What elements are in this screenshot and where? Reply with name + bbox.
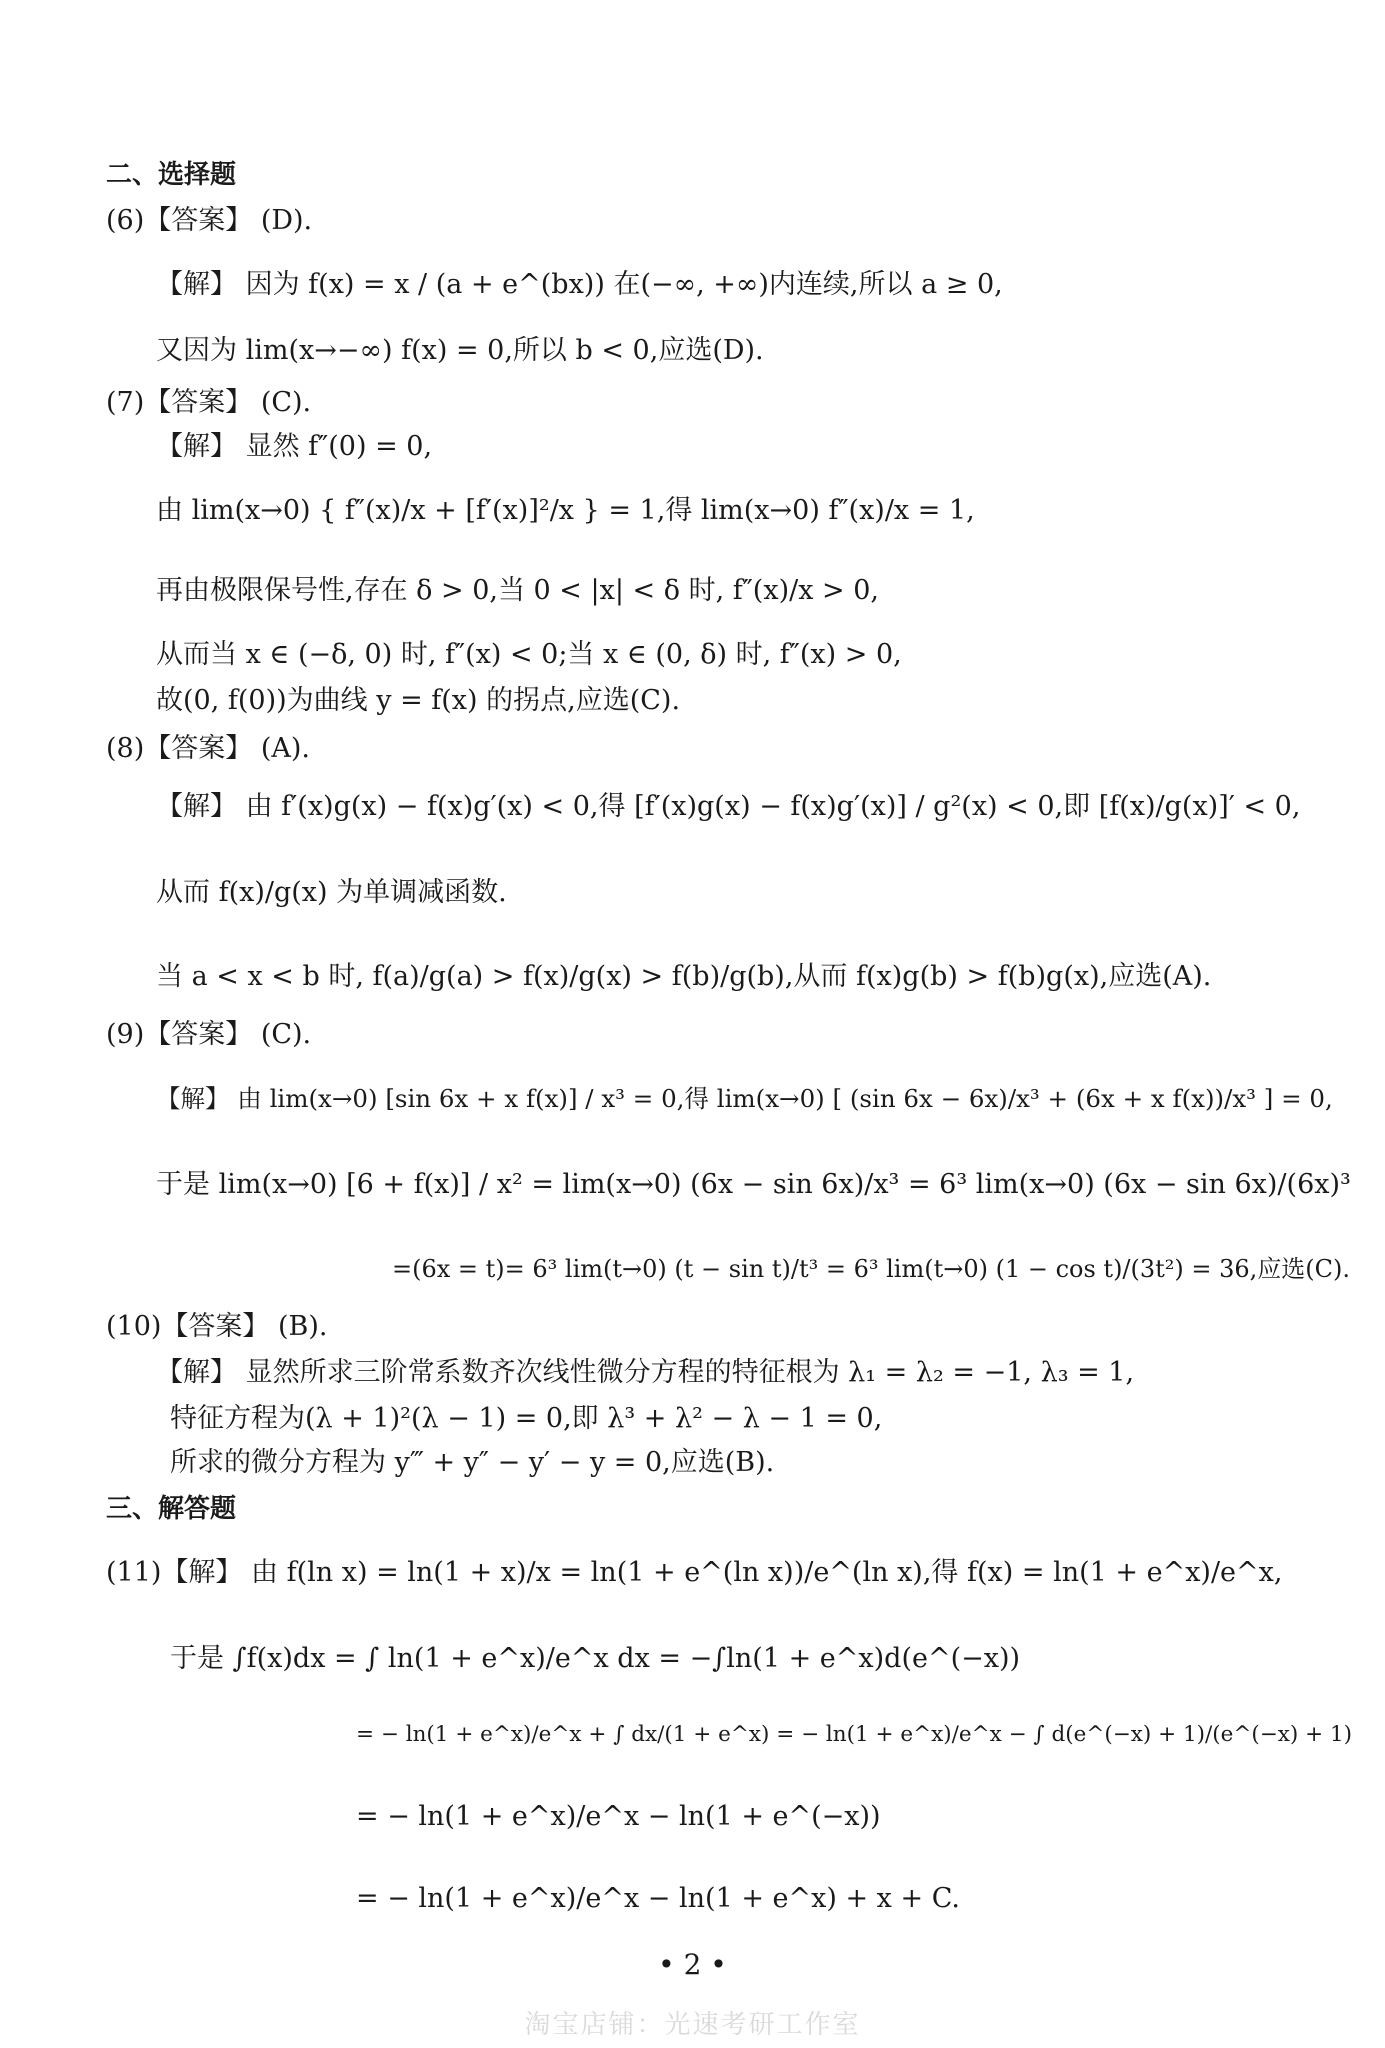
q11-solution-line-4: = − ln(1 + e^x)/e^x − ln(1 + e^(−x)) [356, 1801, 881, 1832]
q11-solution-line-3: = − ln(1 + e^x)/e^x + ∫ dx/(1 + e^x) = − ln(1 + e^x)/e^x − ∫ d(e^(−x) + 1)/(e^(−x) + 1) [356, 1722, 1353, 1747]
q9-solution-line-2: 于是 lim(x→0) [6 + f(x)] / x² = lim(x→0) (6x − sin 6x)/x³ = 6³ lim(x→0) (6x − sin 6x)/(6x)³ [156, 1169, 1351, 1200]
q10-answer: (10)【答案】 (B). [106, 1311, 328, 1342]
q9-solution-line-1: 【解】 由 lim(x→0) [sin 6x + x f(x)] / x³ = 0,得 lim(x→0) [ (sin 6x − 6x)/x³ + (6x + x f(x))/x³ ] = 0, [156, 1084, 1333, 1113]
q7-solution-line-2: 由 lim(x→0) { f″(x)/x + [f′(x)]²/x } = 1,得 lim(x→0) f″(x)/x = 1, [156, 495, 975, 526]
q6-solution-line-1: 【解】 因为 f(x) = x / (a + e^(bx)) 在(−∞, +∞)内连续,所以 a ≥ 0, [156, 269, 1003, 300]
q7-answer: (7)【答案】 (C). [106, 387, 312, 418]
q7-solution-line-4: 从而当 x ∈ (−δ, 0) 时, f″(x) < 0;当 x ∈ (0, δ) 时, f″(x) > 0, [156, 639, 902, 670]
q8-solution-line-2: 从而 f(x)/g(x) 为单调减函数. [156, 877, 507, 908]
q10-solution-line-1: 【解】 显然所求三阶常系数齐次线性微分方程的特征根为 λ₁ = λ₂ = −1, λ₃ = 1, [156, 1357, 1135, 1388]
page-number: • 2 • [658, 1948, 727, 1981]
q11-solution-line-2: 于是 ∫f(x)dx = ∫ ln(1 + e^x)/e^x dx = −∫ln(1 + e^x)d(e^(−x)) [170, 1643, 1021, 1674]
q9-solution-line-3: =(6x = t)= 6³ lim(t→0) (t − sin t)/t³ = 6³ lim(t→0) (1 − cos t)/(3t²) = 36,应选(C). [392, 1255, 1351, 1283]
q7-solution-line-5: 故(0, f(0))为曲线 y = f(x) 的拐点,应选(C). [156, 685, 681, 716]
q9-answer: (9)【答案】 (C). [106, 1019, 312, 1050]
answer-section-heading: 三、解答题 [106, 1494, 237, 1524]
q6-answer: (6)【答案】 (D). [106, 205, 313, 236]
q10-solution-line-3: 所求的微分方程为 y‴ + y″ − y′ − y = 0,应选(B). [170, 1447, 775, 1478]
q10-solution-line-2: 特征方程为(λ + 1)²(λ − 1) = 0,即 λ³ + λ² − λ − 1 = 0, [170, 1403, 883, 1434]
q6-solution-line-2: 又因为 lim(x→−∞) f(x) = 0,所以 b < 0,应选(D). [156, 335, 764, 366]
q8-solution-line-3: 当 a < x < b 时, f(a)/g(a) > f(x)/g(x) > f(b)/g(b),从而 f(x)g(b) > f(b)g(x),应选(A). [156, 961, 1212, 992]
q11-solution-line-1: (11)【解】 由 f(ln x) = ln(1 + x)/x = ln(1 + e^(ln x))/e^(ln x),得 f(x) = ln(1 + e^x)/e^x, [106, 1557, 1283, 1588]
watermark-text: 淘宝店铺：光速考研工作室 [524, 2010, 861, 2040]
q7-solution-line-1: 【解】 显然 f″(0) = 0, [156, 431, 433, 462]
q8-solution-line-1: 【解】 由 f′(x)g(x) − f(x)g′(x) < 0,得 [f′(x)g(x) − f(x)g′(x)] / g²(x) < 0,即 [f(x)/g(x)]′ < 0, [156, 791, 1301, 822]
q8-answer: (8)【答案】 (A). [106, 733, 310, 764]
q7-solution-line-3: 再由极限保号性,存在 δ > 0,当 0 < |x| < δ 时, f″(x)/x > 0, [156, 575, 879, 606]
q11-solution-line-5: = − ln(1 + e^x)/e^x − ln(1 + e^x) + x + C. [356, 1883, 960, 1914]
choice-section-heading: 二、选择题 [106, 160, 237, 190]
